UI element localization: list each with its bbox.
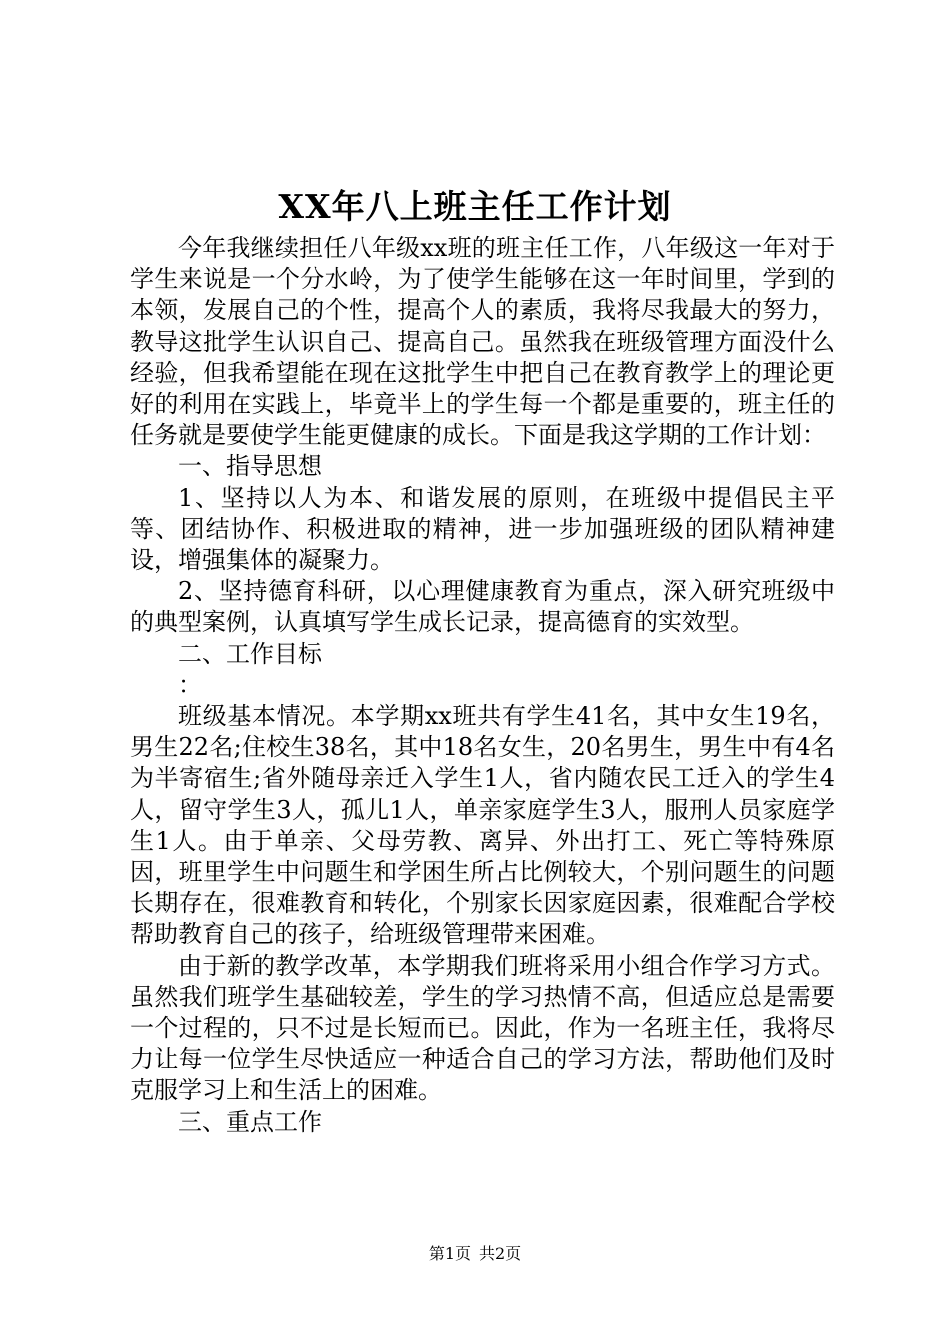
paragraph-point-2: 2、坚持德育科研，以心理健康教育为重点，深入研究班级中的典型案例，认真填写学生成长记录，提高德育的实效型。 — [130, 577, 835, 637]
paragraph-intro: 今年我继续担任八年级xx班的班主任工作，八年级这一年对于学生来说是一个分水岭，为了使学生能够在这一年时间里，学到的本领，发展自己的个性，提高个人的素质，我将尽我最大的努力，教导这批学生认识自己、提高自己。虽然我在班级管理方面没什么经验，但我希望能在现在这批学生中把自己在教育教学上的理论更好的利用在实践上，毕竟半上的学生每一个都是重要的，班主任的任务就是要使学生能更健康的成长。下面是我这学期的工作计划： — [130, 234, 835, 450]
page-footer — [0, 1242, 950, 1266]
section-heading-key-work: 三、重点工作 — [178, 1107, 322, 1136]
paragraph-colon: ： — [178, 670, 202, 699]
document-body — [130, 233, 835, 1138]
paragraph-point-1: 1、坚持以人为本、和谐发展的原则，在班级中提倡民主平等、团结协作、积极进取的精神，进一步加强班级的团队精神建设，增强集体的凝聚力。 — [130, 483, 835, 575]
section-heading-work-goals: 二、工作目标 — [178, 639, 322, 668]
page-number-total: 共2页 — [479, 1244, 522, 1263]
page-number-current: 第1页 — [428, 1244, 471, 1263]
section-heading-guiding-ideas: 一、指导思想 — [178, 452, 322, 481]
paragraph-teaching-reform: 由于新的教学改革，本学期我们班将采用小组合作学习方式。虽然我们班学生基础较差，学生的学习热情不高，但适应总是需要一个过程的，只不过是长短而已。因此，作为一名班主任，我将尽力让每一位学生尽快适应一种适合自己的学习方法，帮助他们及时克服学习上和生活上的困难。 — [130, 951, 835, 1105]
paragraph-class-situation: 班级基本情况。本学期xx班共有学生41名，其中女生19名，男生22名;住校生38名，其中18名女生，20名男生，男生中有4名为半寄宿生;省外随母亲迁入学生1人，省内随农民工迁入的学生4人，留守学生3人，孤儿1人，单亲家庭学生3人，服刑人员家庭学生1人。由于单亲、父母劳教、离异、外出打工、死亡等特殊原因，班里学生中问题生和学困生所占比例较大，个别问题生的问题长期存在，很难教育和转化，个别家长因家庭因素，很难配合学校帮助教育自己的孩子，给班级管理带来困难。 — [130, 702, 835, 949]
document-title: XX年八上班主任工作计划 — [278, 187, 672, 226]
